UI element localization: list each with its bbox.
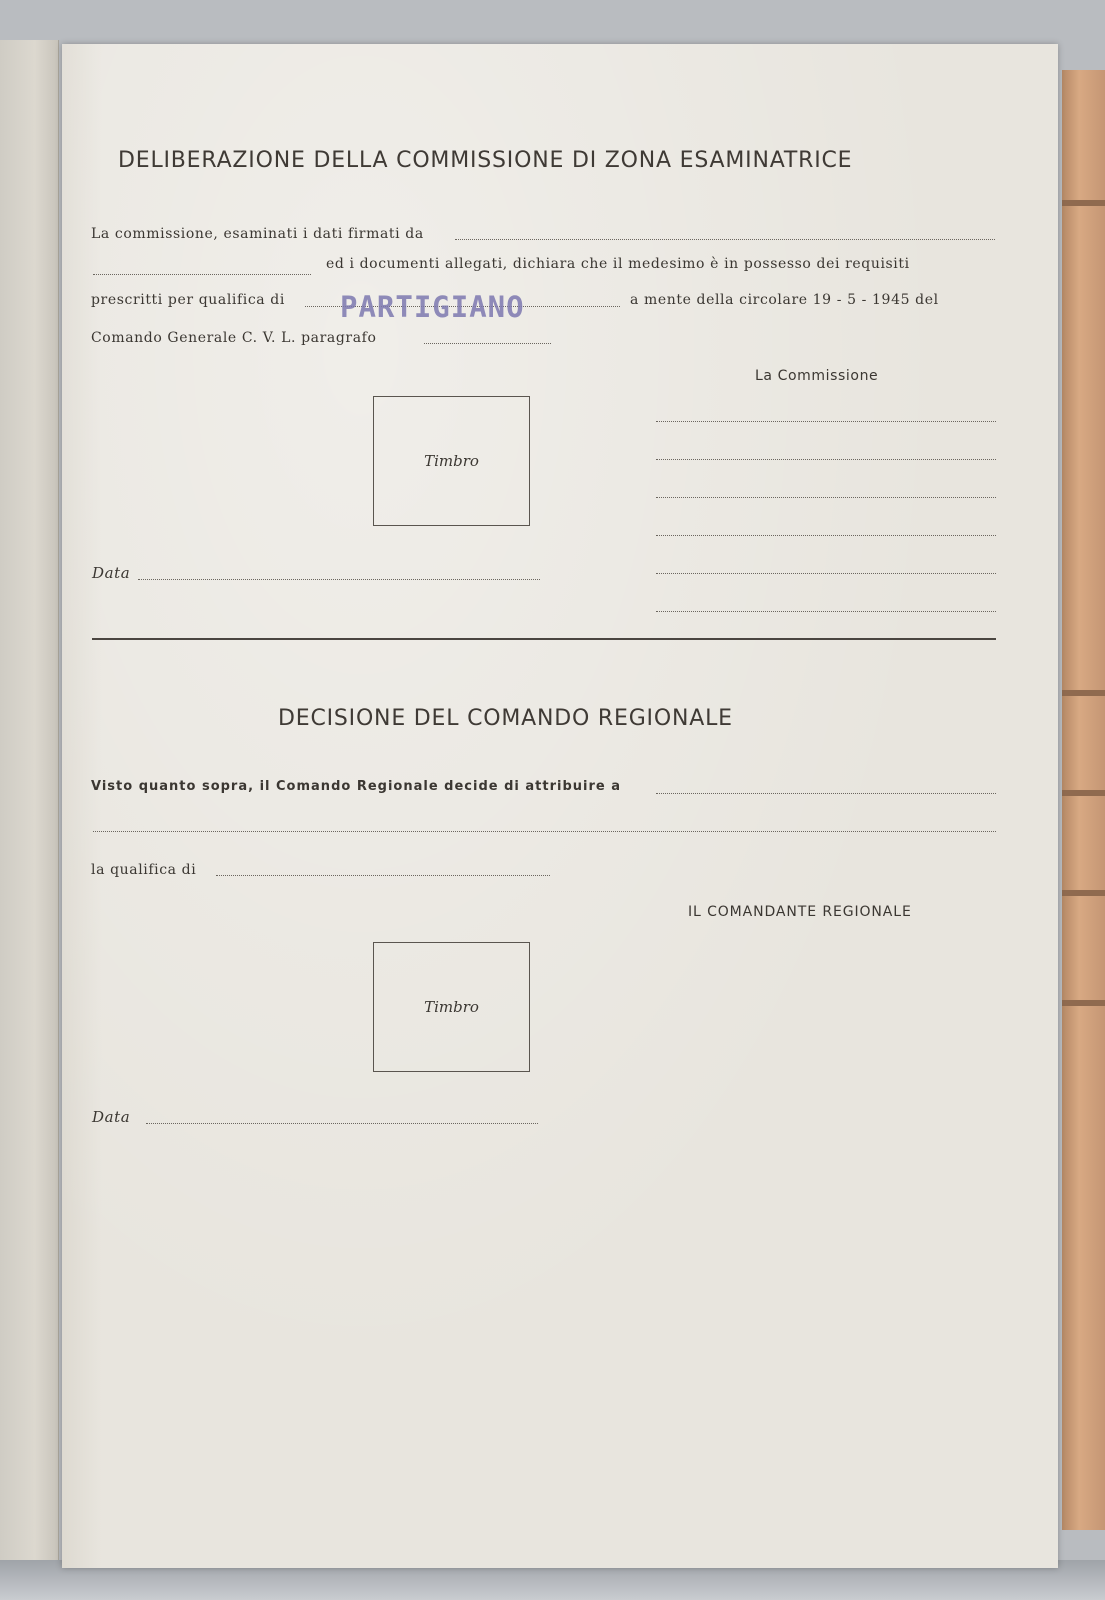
commission-signature-6[interactable] (656, 611, 996, 612)
commission-title: DELIBERAZIONE DELLA COMMISSIONE DI ZONA ESAMINATRICE (118, 148, 853, 173)
commission-signature-2[interactable] (656, 459, 996, 460)
regional-qualifica-field[interactable] (216, 875, 550, 876)
commission-line-4: Comando Generale C. V. L. paragrafo (91, 330, 377, 346)
commission-signature-1[interactable] (656, 421, 996, 422)
commission-date-field[interactable] (138, 579, 540, 580)
recipient-field[interactable] (656, 793, 996, 794)
regional-date-field[interactable] (146, 1123, 538, 1124)
commission-line-2: ed i documenti allegati, dichiara che il medesimo è in possesso dei requisiti (326, 256, 910, 272)
paragrafo-field[interactable] (424, 343, 551, 344)
commission-line-3-suffix: a mente della circolare 19 - 5 - 1945 del (630, 292, 939, 308)
commission-line-3-prefix: prescritti per qualifica di (91, 292, 285, 308)
commission-line-1: La commissione, esaminati i dati firmati da (91, 226, 424, 242)
regional-command-title: DECISIONE DEL COMANDO REGIONALE (278, 706, 733, 731)
stamp-label: Timbro (424, 998, 479, 1016)
recipient-field-continued[interactable] (93, 831, 996, 832)
regional-line-1: Visto quanto sopra, il Comando Regionale decide di attribuire a (91, 779, 622, 794)
commission-signature-4[interactable] (656, 535, 996, 536)
commission-signature-5[interactable] (656, 573, 996, 574)
commission-label: La Commissione (755, 368, 879, 384)
regional-line-2: la qualifica di (91, 862, 197, 878)
facing-page-edge (0, 40, 59, 1560)
stacked-pages-edge (1062, 70, 1105, 1530)
regional-date-label: Data (92, 1108, 131, 1126)
section-divider (92, 638, 996, 640)
commander-label: IL COMANDANTE REGIONALE (688, 904, 912, 920)
document-page (62, 44, 1058, 1568)
partigiano-stamp: PARTIGIANO (340, 290, 525, 324)
commission-date-label: Data (92, 564, 131, 582)
stamp-label: Timbro (424, 452, 479, 470)
signer-field-continued[interactable] (93, 274, 311, 275)
stamp-box-regional (373, 942, 530, 1072)
stamp-box-commission (373, 396, 530, 526)
signer-field[interactable] (455, 239, 995, 240)
commission-signature-3[interactable] (656, 497, 996, 498)
